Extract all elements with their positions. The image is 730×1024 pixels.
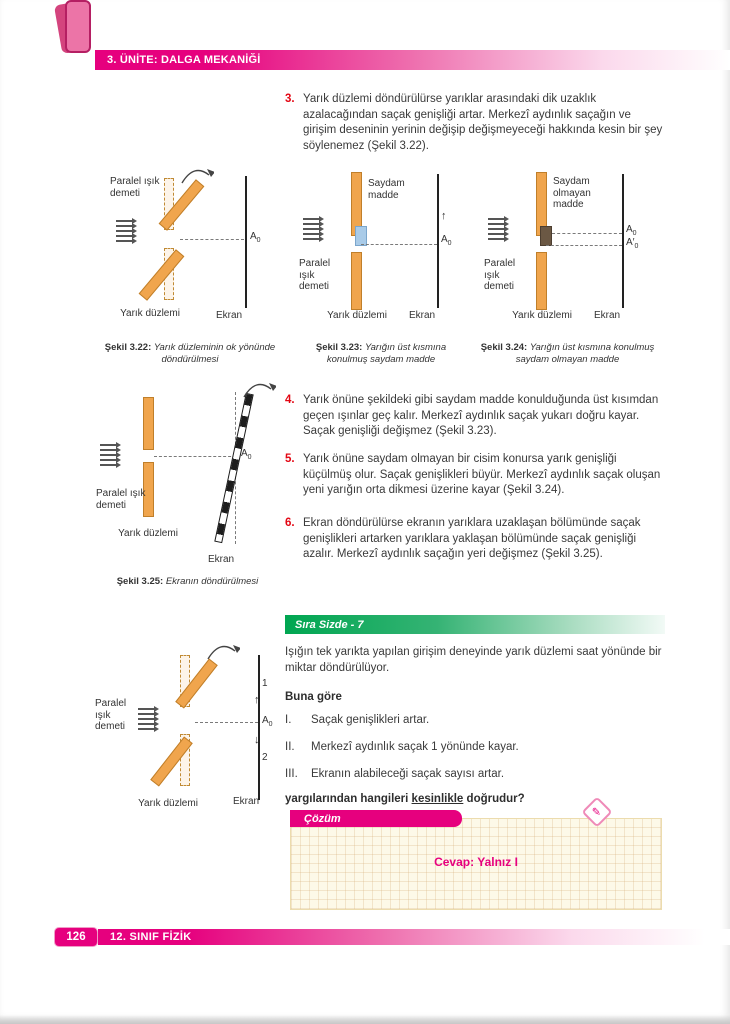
slit-plane-label: Yarık düzlemi [138,798,198,809]
ray-arrow-icon [138,718,154,720]
option-numeral: I. [285,714,292,726]
caption-number: Şekil 3.22: [104,342,152,353]
screen-line [622,174,624,308]
parallel-rays-icon [138,708,154,730]
list-item-5 [285,452,667,499]
footer-band [98,929,730,945]
a-subscript: 0 [256,237,261,244]
slit-plane-label: Yarık düzlemi [120,308,180,319]
pencil-glyph: ✎ [592,806,602,819]
a-subscript: 0 [247,454,252,461]
item-number: 4. [285,394,295,406]
a-letter: A [262,715,269,726]
item-text: Yarık önüne şekildeki gibi saydam madde konulduğunda üst kısımdan geçen ışınlar geç kalır. Merkezî aydınlık saçak yukarı doğru kayar. Saçak genişliği değişmez (Şekil 3.23). [303,394,659,437]
slit-bar-bottom [536,252,547,310]
ray-arrow-icon [116,240,132,242]
item-text: Yarık düzlemi döndürülürse yarıklar arasındaki dik uzaklık azalacağından saçak genişliği artar. Merkezî aydınlık saçağın ve girişim deseninin yerinin değişip değişmeyeceği hakkında kesin bir şey söylenemez (Şekil 3.22). [303,93,663,152]
opaque-material-block [540,226,552,246]
ray-arrow-icon [138,723,154,725]
parallel-light-label: Paralel ışık demeti [95,698,127,732]
item-number: 6. [285,517,295,529]
item-text: Yarık önüne saydam olmayan bir cisim konursa yarık genişliği küçülmüş olur. Saçak genişlikleri büyür. Merkezî aydınlık saçak oluşan yeni yarığın orta dikmesi üzerine kayar (Şekil 3.24). [303,453,661,496]
caption-number: Şekil 3.25: [116,576,164,587]
caption-number: Şekil 3.23: [315,342,363,353]
solution-banner [290,810,462,827]
unit-header-band [95,50,730,70]
direction-1-label: 1 [262,678,268,689]
rotated-screen-bar [214,393,253,543]
ray-arrow-icon [303,228,319,230]
corner-ribbon-icon [58,0,98,58]
rotation-arrow-icon [242,382,276,398]
slit-bar-bottom [139,249,185,301]
screen-line [245,176,247,308]
option-2 [285,741,667,753]
parallel-light-label: Paralel ışık demeti [299,258,331,292]
option-numeral: III. [285,768,298,780]
figure-3-24 [480,170,655,388]
ray-arrow-icon [303,233,319,235]
optical-axis-line [195,722,258,723]
screen-label: Ekran [409,310,436,321]
figure-3-22 [100,170,280,388]
transparent-material-block [355,226,367,246]
ray-arrow-icon [488,218,504,220]
option-3 [285,768,667,780]
option-text: Merkezî aydınlık saçak 1 yönünde kayar. [311,741,519,753]
sira-sizde-title: Sıra Sizde - 7 [295,618,364,631]
list-item-6 [285,516,667,563]
ray-arrow-icon [116,225,132,227]
slit-plane-label: Yarık düzlemi [118,528,178,539]
unit-title: 3. ÜNİTE: DALGA MEKANİĞİ [107,54,261,66]
ray-arrow-icon [100,449,116,451]
caption-text: Yarık düzleminin ok yönünde döndürülmesi [153,342,276,365]
a-letter: A [626,224,633,235]
question-intro: Işığın tek yarıkta yapılan girişim deneyinde yarık düzlemi saat yönünde bir miktar döndürülüyor. [285,646,662,674]
caption-text: Yarığın üst kısmına konulmuş saydam madde [326,342,447,365]
a-subscript: 0 [447,240,452,247]
caption-text: Ekranın döndürülmesi [165,576,259,587]
parallel-rays-icon [303,218,319,240]
question-pre: yargılarından hangileri [285,793,412,805]
figure-caption [295,342,467,366]
ray-arrow-icon [303,223,319,225]
ray-arrow-icon [488,223,504,225]
slit-plane-label: Yarık düzlemi [327,310,387,321]
ray-arrow-icon [488,238,504,240]
question-underlined-word: kesinlikle [411,793,464,805]
ray-arrow-icon [116,235,132,237]
direction-2-label: 2 [262,752,268,763]
transparent-material-label: Saydam madde [368,178,405,201]
ray-arrow-icon [100,459,116,461]
ray-arrow-icon [488,233,504,235]
option-1 [285,714,667,726]
a-letter: A [241,448,248,459]
sira-sizde-banner [285,615,665,634]
a-letter: A [441,234,448,245]
figure-3-25 [90,390,285,600]
question-lead: Buna göre [285,691,342,703]
shifted-axis-line [552,233,622,234]
parallel-light-label: Paralel ışık demeti [96,488,146,511]
screen-label: Ekran [594,310,621,321]
list-item-4 [285,393,667,440]
ray-arrow-icon [116,230,132,232]
ray-arrow-icon [488,228,504,230]
figure-caption [90,576,285,588]
a0-label [250,231,261,247]
page-scan-edge [0,1015,730,1024]
solution-label: Çözüm [304,812,341,825]
question-post: doğrudur? [463,793,525,805]
up-arrow-icon: ↑ [254,694,260,706]
screen-line [258,655,260,800]
screen-line [437,174,439,308]
slit-bar-top [143,397,154,450]
a-subscript: 0 [634,243,639,250]
ray-arrow-icon [303,218,319,220]
parallel-rays-icon [488,218,504,240]
item-number: 3. [285,93,295,105]
question-line [285,793,667,805]
ray-arrow-icon [100,464,116,466]
footer-title: 12. SINIF FİZİK [110,931,192,943]
a0-label [441,234,452,250]
a-subscript: 0 [268,721,273,728]
ray-arrow-icon [100,444,116,446]
question-figure [90,648,285,823]
a-subscript: 0 [632,230,637,237]
parallel-light-label: Paralel ışık demeti [484,258,516,292]
opaque-material-label: Saydam olmayan madde [553,176,591,210]
parallel-rays-icon [116,220,132,242]
screen-label: Ekran [208,554,235,565]
ray-arrow-icon [138,708,154,710]
item-number: 5. [285,453,295,465]
caption-text: Yarığın üst kısmına konulmuş saydam olmayan madde [515,342,655,365]
a0-label [241,448,252,464]
list-item-3 [285,92,667,154]
slit-plane-label: Yarık düzlemi [512,310,572,321]
parallel-light-label: Paralel ışık demeti [110,176,160,199]
page-number-badge: 126 [54,927,98,947]
ray-arrow-icon [100,454,116,456]
option-numeral: II. [285,741,295,753]
ray-arrow-icon [303,238,319,240]
down-arrow-icon: ↓ [254,734,260,746]
answer-box [290,818,662,910]
rotation-arrow-icon [206,644,240,660]
parallel-rays-icon [100,444,116,466]
screen-label: Ekran [233,796,260,807]
answer-text: Cevap: Yalnız I [434,855,518,869]
caption-number: Şekil 3.24: [480,342,528,353]
a-letter: A [250,231,257,242]
ray-arrow-icon [138,713,154,715]
option-text: Ekranın alabileceği saçak sayısı artar. [311,768,505,780]
ray-arrow-icon [116,220,132,222]
a-prime-letter: A′ [626,237,635,248]
figure-caption [100,342,280,366]
option-text: Saçak genişlikleri artar. [311,714,430,726]
slit-bar-bottom [351,252,362,310]
ribbon-front [65,0,91,53]
figure-caption [480,342,655,366]
optical-axis-line [154,456,236,457]
a0-prime-label [626,237,638,253]
a0-label [262,715,273,731]
optical-axis-line [180,239,244,240]
item-text: Ekran döndürülürse ekranın yarıklara uzaklaşan bölümünde saçak genişlikleri artarken yarıklara yaklaşan bölümünde saçak genişliği azalır. Merkezî aydınlık saçağın yeri değişmez (Şekil 3.25). [303,517,641,560]
ray-arrow-icon [138,728,154,730]
shift-up-arrow-icon: ↑ [441,210,447,222]
optical-axis-line [361,244,437,245]
figure-3-23 [295,170,467,388]
screen-label: Ekran [216,310,243,321]
optical-axis-line [546,245,622,246]
